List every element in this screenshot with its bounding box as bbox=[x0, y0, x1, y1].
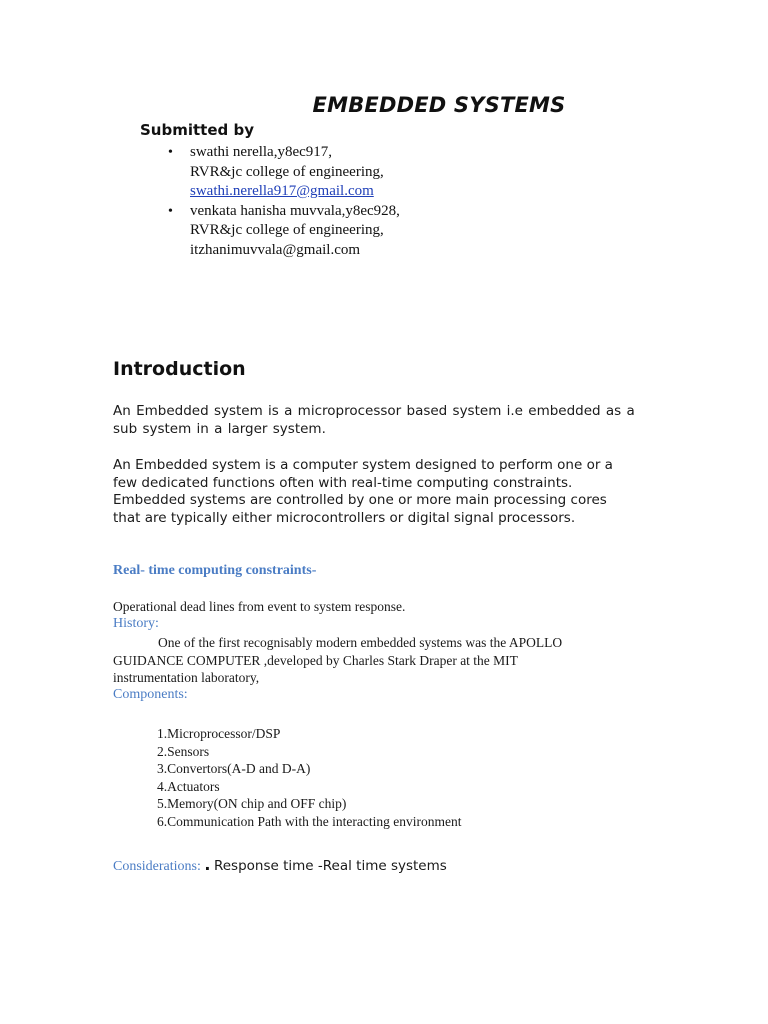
list-item: 5.Memory(ON chip and OFF chip) bbox=[157, 796, 347, 811]
bullet-icon: • bbox=[168, 203, 173, 219]
author-item bbox=[168, 143, 400, 202]
author-college: RVR&jc college of engineering, bbox=[190, 222, 384, 238]
author-email: itzhanimuvvala@gmail.com bbox=[190, 241, 361, 258]
considerations-line bbox=[113, 855, 447, 875]
document-title: EMBEDDED SYSTEMS bbox=[312, 93, 566, 117]
author-list bbox=[168, 143, 400, 260]
author-college: RVR&jc college of engineering, bbox=[190, 163, 384, 180]
history-line-3: instrumentation laboratory, bbox=[113, 670, 260, 685]
realtime-text: Operational dead lines from event to system response. bbox=[113, 599, 406, 614]
list-item: 2.Sensors bbox=[157, 743, 210, 759]
considerations-bullet: . bbox=[204, 855, 211, 874]
bullet-icon: • bbox=[168, 145, 173, 160]
history-text bbox=[113, 634, 633, 687]
author-item bbox=[168, 202, 400, 261]
list-item: 4.Actuators bbox=[157, 778, 220, 794]
list-item: 3.Convertors(A-D and D-A) bbox=[157, 761, 311, 776]
considerations-value: Response time -Real time systems bbox=[213, 858, 447, 874]
submitted-by-label: Submitted by bbox=[140, 121, 254, 139]
history-heading: History: bbox=[113, 616, 159, 631]
list-item: 6.Communication Path with the interacting environment bbox=[157, 813, 462, 829]
intro-paragraph-3: Embedded systems are controlled by one or more main processing cores that are typically either microcontrollers or digital signal processors. bbox=[113, 492, 607, 526]
components-list bbox=[157, 725, 461, 830]
history-line-2: GUIDANCE COMPUTER ,developed by Charles Stark Draper at the MIT bbox=[113, 652, 518, 668]
author-email-link[interactable]: swathi.nerella917@gmail.com bbox=[190, 183, 374, 199]
components-heading: Components: bbox=[113, 687, 188, 702]
author-name: venkata hanisha muvvala,y8ec928, bbox=[190, 202, 400, 219]
author-name: swathi nerella,y8ec917, bbox=[190, 144, 333, 160]
intro-paragraph-1: An Embedded system is a microprocessor based system i.e embedded as a sub system in a larger system. bbox=[113, 403, 635, 437]
introduction-heading: Introduction bbox=[113, 358, 246, 380]
intro-paragraph-2: An Embedded system is a computer system designed to perform one or a few dedicated functions often with real-time computing constraints. bbox=[113, 457, 613, 491]
considerations-label: Considerations: bbox=[113, 859, 201, 874]
realtime-heading: Real- time computing constraints- bbox=[113, 563, 317, 578]
history-line-1: One of the first recognisably modern embedded systems was the APOLLO bbox=[158, 635, 563, 650]
list-item: 1.Microprocessor/DSP bbox=[157, 726, 281, 741]
